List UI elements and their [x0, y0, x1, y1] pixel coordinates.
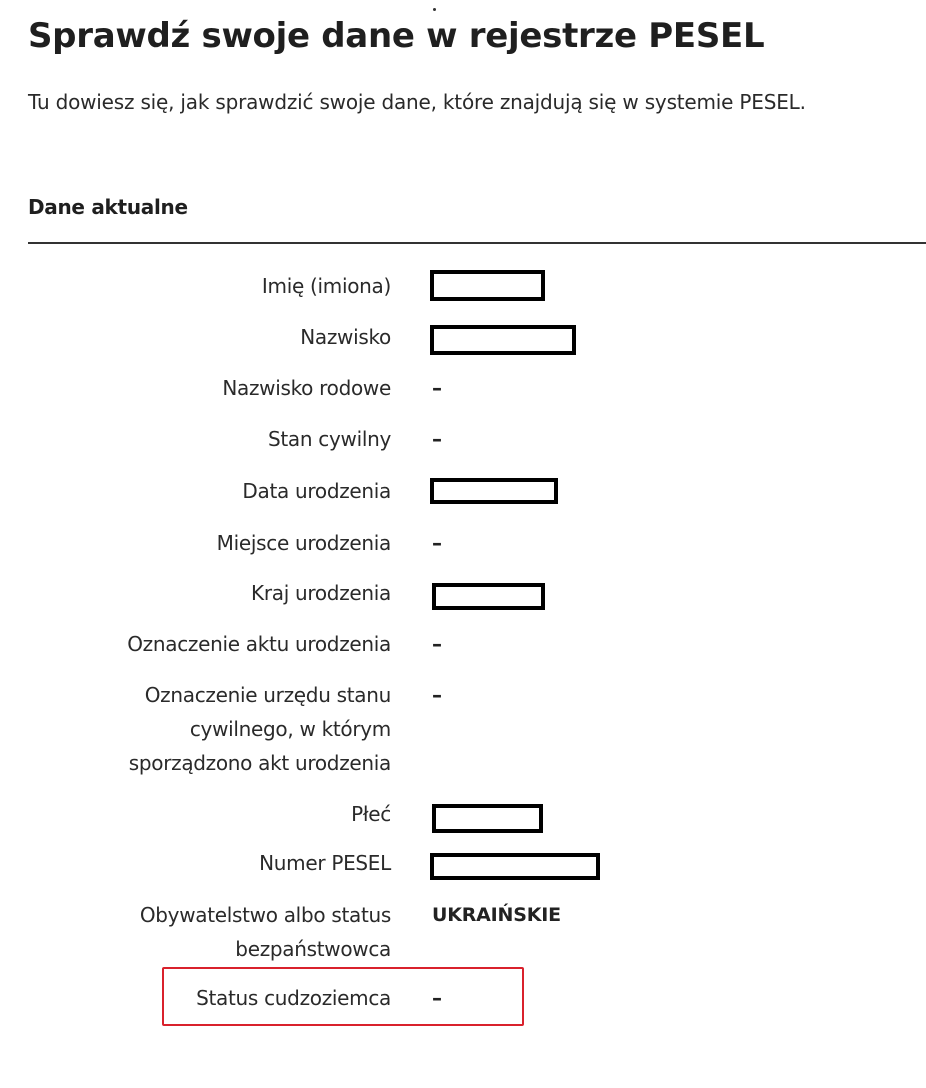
row-label: Data urodzenia [242, 479, 391, 503]
row-label: Numer PESEL [259, 851, 391, 875]
redaction-box [430, 325, 576, 355]
row-label: Imię (imiona) [261, 274, 391, 298]
row-value: – [432, 531, 442, 555]
stray-dot [433, 8, 436, 11]
row-value: – [432, 683, 442, 707]
row-label: Obywatelstwo albo status bezpaństwowca [139, 903, 391, 961]
row-value: – [432, 427, 442, 451]
row-label: Oznaczenie urzędu stanu cywilnego, w którym sporządzono akt urodzenia [128, 683, 391, 775]
redaction-box [432, 583, 545, 610]
page-title: Sprawdź swoje dane w rejestrze PESEL [28, 16, 765, 56]
row-label: Płeć [351, 802, 391, 826]
redaction-box [430, 270, 545, 301]
row-label: Miejsce urodzenia [216, 531, 391, 555]
row-label: Kraj urodzenia [251, 581, 391, 605]
row-label: Status cudzoziemca [196, 986, 391, 1010]
row-value: – [432, 986, 442, 1010]
row-value: – [432, 376, 442, 400]
row-label: Oznaczenie aktu urodzenia [127, 632, 391, 656]
row-label: Nazwisko rodowe [222, 376, 391, 400]
section-divider [28, 242, 926, 244]
redaction-box [432, 804, 543, 833]
row-label: Nazwisko [300, 325, 391, 349]
section-title: Dane aktualne [28, 195, 188, 219]
redaction-box [430, 853, 600, 880]
row-value: – [432, 632, 442, 656]
row-value: UKRAIŃSKIE [432, 904, 561, 926]
page-intro: Tu dowiesz się, jak sprawdzić swoje dane, które znajdują się w systemie PESEL. [28, 90, 806, 114]
redaction-box [430, 478, 558, 504]
row-label: Stan cywilny [267, 427, 391, 451]
